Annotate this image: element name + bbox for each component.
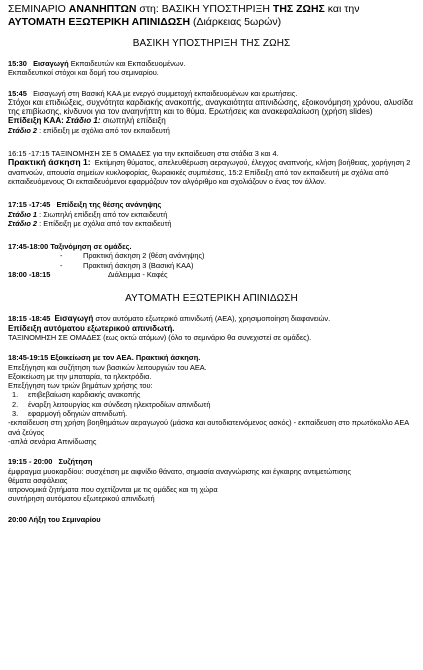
discussion-item: συντήρηση αυτόματου εξωτερικού απινιδωτή — [8, 494, 155, 504]
session-group-split — [8, 242, 415, 251]
title-duration: (Διάρκειας 5ωρών) — [190, 15, 282, 28]
stage-text: : Επίδειξη με σχόλια από τον εκπαιδευτή — [37, 218, 172, 228]
title-text: στη: ΒΑΣΙΚΗ ΥΠΟΣΤΗΡΙΞΗ — [136, 3, 273, 15]
break-row — [8, 270, 415, 279]
demo-text: : επίδειξη με σχόλια από τον εκπαιδευτή — [37, 125, 170, 135]
practice-label: Πρακτική άσκηση 1: — [8, 157, 91, 168]
session-time: 18:15 -18:45 — [8, 314, 51, 324]
seminar-end — [8, 515, 415, 524]
list-item — [8, 400, 415, 409]
stage-text: : Σιωπηλή επίδειξη από τον εκπαιδευτή — [37, 209, 168, 219]
session-time: 15:30 — [8, 59, 27, 68]
session-aed-intro — [8, 314, 415, 323]
step-text: επιβεβαίωση καρδιακής ανακοπής — [28, 390, 141, 400]
title-bold-2: ΤΗΣ ΖΩΗΣ — [272, 3, 325, 15]
section-heading-bls: ΒΑΣΙΚΗ ΥΠΟΣΤΗΡΙΞΗ ΤΗΣ ΖΩΗΣ — [132, 38, 291, 49]
list-item — [8, 390, 415, 399]
step-number: 2. — [12, 399, 19, 409]
step-text: έναρξη λειτουργίας και σύνδεση ηλεκτροδίων απινιδωτή — [28, 399, 211, 409]
document-title — [8, 3, 415, 28]
session-title: Συζήτηση — [58, 457, 93, 467]
session-time: 19:15 - 20:00 — [8, 457, 53, 467]
session-title: Επίδειξη της θέσης ανάνηψης — [56, 200, 162, 210]
session-title: Εισαγωγή — [33, 59, 69, 68]
session-title: Ταξινόμηση σε ομάδες. — [50, 242, 132, 252]
session-text: Επεξήγηση των τριών βημάτων χρήσης του: — [8, 381, 153, 391]
stage-label: Στάδιο 2 — [8, 125, 38, 135]
session-bls-intro — [8, 89, 415, 98]
title-text: και την — [324, 3, 360, 15]
title-bold-1: ΑΝΑΝΗΠΤΩΝ — [68, 3, 137, 15]
session-demo-2 — [8, 126, 415, 135]
title-bold-3: ΑΥΤΟΜΑΤΗ ΕΞΩΤΕΡΙΚΗ ΑΠΙΝΙΔΩΣΗ — [8, 15, 191, 28]
practice-item: - Πρακτική άσκηση 2 (θέση ανάνηψης) — [60, 251, 205, 261]
session-text: Εξοικείωση με την μπαταρία, τα ηλεκτρόδια. — [8, 371, 152, 381]
practice-text: Εκτίμηση θύματος, απελευθέρωση αεραγωγού, έλεγχος αναπνοής, κλήση βοήθειας, χορήγηση 2 αναπνοών, απουσία σημείων κυκλοφορίας, θωρακικές συμπιέσεις, 15:2 Επίδειξη από τον εκπαιδευτή με σχόλια από εκπαιδευόμενους Οι εκπαιδευόμενοι εφαρμόζουν τον αλγόριθμο και σχολιάζουν ο ένας τον άλλον. — [8, 158, 411, 186]
session-time: 17:15 -17:45 — [8, 200, 51, 210]
session-time: 15:45 — [8, 88, 27, 98]
session-recovery — [8, 200, 415, 228]
section-heading-aed: ΑΥΤΟΜΑΤΗ ΕΞΩΤΕΡΙΚΗ ΑΠΙΝΙΔΩΣΗ — [125, 293, 298, 305]
title-text: ΣΕΜΙΝΑΡΙΟ — [8, 3, 69, 15]
aed-groups: ΤΑΞΙΝΟΜΗΣΗ ΣΕ ΟΜΑΔΕΣ (εως οκτώ ατόμων) (όλο το σεμινάριο θα συνεχιστεί σε ομάδες). — [8, 332, 312, 342]
aed-demo — [8, 324, 415, 333]
session-aed-practice — [8, 353, 415, 390]
session-time: 18:00 -18:15 — [8, 270, 51, 280]
session-title: Εισαγωγή — [54, 314, 94, 324]
session-text: Εκπαιδευτών και Εκπαιδευομένων. — [68, 59, 186, 68]
discussion-item: ιατρονομικά ζητήματα που σχετίζονται με τις ομάδες και τη χώρα — [8, 485, 218, 495]
end-text: 20:00 Λήξη του Σεμιναρίου — [8, 514, 101, 524]
session-discussion — [8, 457, 415, 503]
session-text: Εκπαιδευτικοί στόχοι και δομή του σεμιναρίου. — [8, 68, 159, 78]
step-text: εφαρμογή οδηγιών απινιδωτή. — [28, 409, 128, 419]
session-text: Επεξήγηση και συζήτηση των βασικών λειτουργιών του ΑΕΑ. — [8, 362, 207, 372]
stage-label: Στάδιο 1 — [8, 209, 38, 219]
session-groups: 16:15 -17:15 ΤΑΞΙΝΟΜΗΣΗ ΣΕ 5 ΟΜΑΔΕΣ για την εκπαίδευση στα στάδια 3 και 4. — [8, 149, 279, 159]
session-intro — [8, 59, 415, 78]
stage-label: Στάδιο 2 — [8, 218, 38, 228]
session-text: στον αυτόματο εξωτερικό απινιδωτή (ΑΕΑ), χρησιμοποίηση διαφανειών. — [93, 314, 331, 324]
list-item — [8, 409, 415, 418]
demo-text: σιωπηλή επίδειξη — [100, 116, 166, 126]
session-objectives: Στόχοι και επιδιώξεις, συχνότητα καρδιακής ανακοπής, αναγκαιότητα απινιδώσης, εξοικονόμηση χρόνου, αλυσίδα της επιβίωσης, κίνδυνοι για τον αναηνήπτη και το θύμα. Ερωτήσεις και ανακεφαλαίωση (χρήση slides) — [8, 97, 413, 117]
demo-label: Επίδειξη αυτόματου εξωτερικού απινιδωτή. — [8, 323, 175, 333]
step-number: 3. — [12, 409, 19, 419]
aed-scenarios: -απλά σενάρια Απινίδωσης — [8, 436, 97, 446]
discussion-item: θέματα ασφάλειας — [8, 475, 68, 485]
discussion-item: έμφραγμα μυοκαρδίου: συσχέτιση με αιφνίδιο θάνατο, σημασία αναγνώρισης και έγκαιρης αντιμετώπισης — [8, 466, 352, 476]
aed-training: -εκπαίδευση στη χρήση βοηθημάτων αεραγωγού (μάσκα και αυτοδιατεινόμενος ασκός) - εκπαίδευση στο πρωτόκολλο ΑΕΑ ανά ζεύγος — [8, 418, 409, 437]
practice-item: - Πρακτική άσκηση 3 (Βασική ΚΑΑ) — [60, 260, 194, 270]
stage-label: Στάδιο 1: — [66, 116, 101, 126]
session-time: 17:45-18:00 — [8, 242, 49, 252]
aed-steps-list — [8, 390, 415, 418]
demo-label: Επίδειξη ΚΑΑ: — [8, 116, 67, 126]
session-demo — [8, 116, 415, 125]
session-text: Εισαγωγή στη Βασική ΚΑΑ με ενεργό συμμετοχή εκπαιδευομένων και ερωτήσεις. — [33, 88, 298, 98]
step-number: 1. — [12, 390, 19, 400]
session-title: 18:45-19:15 Εξοικείωση με τον ΑΕΑ. Πρακτική άσκηση. — [8, 353, 201, 363]
break-text: Διάλειμμα - Καφές — [108, 270, 168, 280]
session-practice-1 — [8, 158, 415, 186]
